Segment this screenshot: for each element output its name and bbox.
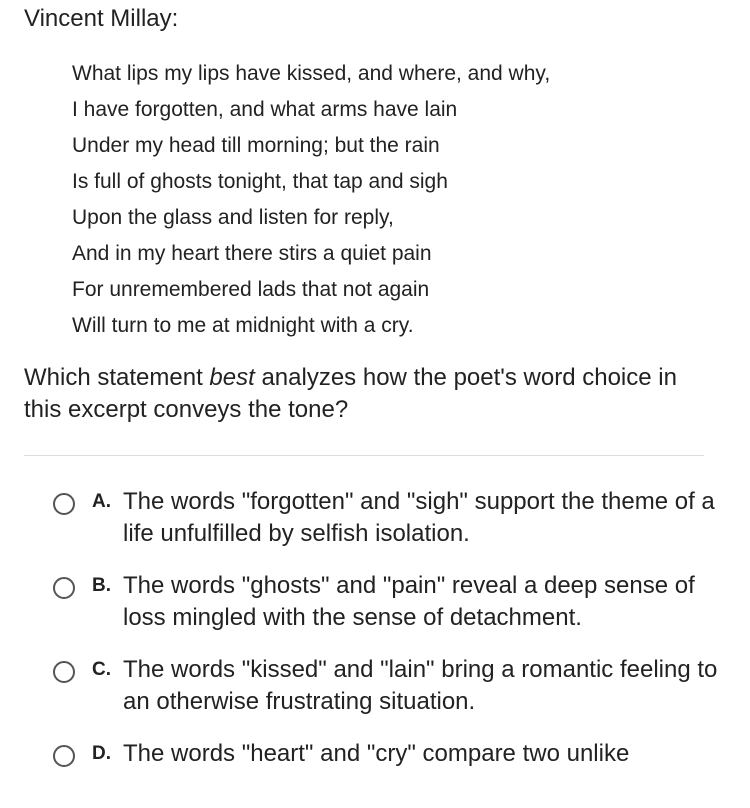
poem-line: I have forgotten, and what arms have lain xyxy=(72,98,458,121)
radio-button-c[interactable] xyxy=(53,661,75,683)
question-prompt xyxy=(24,362,714,426)
poem-excerpt xyxy=(72,56,550,344)
answer-option-d[interactable] xyxy=(52,738,732,808)
option-letter: C. xyxy=(92,659,111,680)
poem-line: What lips my lips have kissed, and where, and why, xyxy=(72,62,551,85)
answer-option-a[interactable] xyxy=(52,486,732,556)
question-text-end: analyzes how the poet's word choice in this excerpt conveys the tone? xyxy=(24,364,677,423)
option-text: The words "forgotten" and "sigh" support the theme of a life unfulfilled by selfish isolation. xyxy=(123,488,715,547)
passage-intro: Vincent Millay: xyxy=(24,5,179,32)
option-text: The words "heart" and "cry" compare two unlike xyxy=(123,740,630,767)
divider xyxy=(24,455,704,456)
option-letter: D. xyxy=(92,743,111,764)
option-text: The words "ghosts" and "pain" reveal a deep sense of loss mingled with the sense of detachment. xyxy=(123,572,695,631)
poem-line: Will turn to me at midnight with a cry. xyxy=(72,314,414,337)
poem-line: Under my head till morning; but the rain xyxy=(72,134,440,157)
option-letter: A. xyxy=(92,491,111,512)
poem-line: And in my heart there stirs a quiet pain xyxy=(72,242,432,265)
radio-button-d[interactable] xyxy=(53,745,75,767)
question-text-start: Which statement xyxy=(24,364,210,391)
option-letter: B. xyxy=(92,575,111,596)
option-text: The words "kissed" and "lain" bring a romantic feeling to an otherwise frustrating situation. xyxy=(123,656,718,715)
question-emphasis: best xyxy=(209,364,255,391)
radio-button-b[interactable] xyxy=(53,577,75,599)
poem-line: For unremembered lads that not again xyxy=(72,278,430,301)
poem-line: Is full of ghosts tonight, that tap and sigh xyxy=(72,170,448,193)
answer-option-b[interactable] xyxy=(52,570,732,640)
poem-line: Upon the glass and listen for reply, xyxy=(72,206,394,229)
answer-option-c[interactable] xyxy=(52,654,732,724)
radio-button-a[interactable] xyxy=(53,493,75,515)
